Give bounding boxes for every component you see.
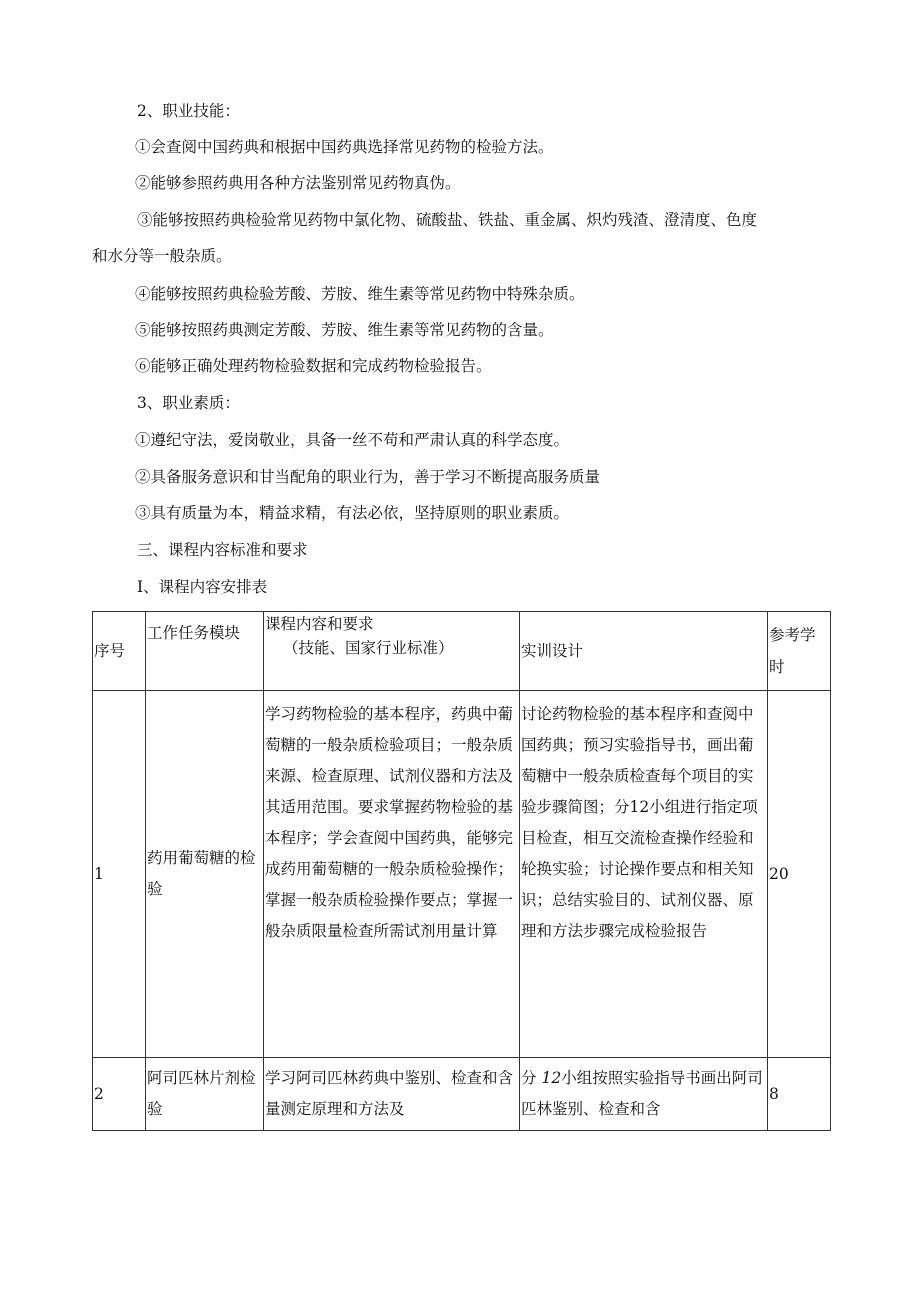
- course-content-table: [92, 611, 831, 1131]
- skill-item-1: ①会查阅中国药典和根据中国药典选择常见药物的检验方法。: [135, 138, 554, 156]
- qualities-heading: 3、职业素质：: [137, 394, 240, 412]
- skill-item-2: ②能够参照药典用各种方法鉴别常见药物真伪。: [135, 174, 461, 192]
- skill-item-3-cont: 和水分等一般杂质。: [92, 247, 232, 265]
- quality-item-2: ②具备服务意识和甘当配角的职业行为，善于学习不断提高服务质量: [135, 468, 601, 486]
- skill-item-6: ⑥能够正确处理药物检验数据和完成药物检验报告。: [135, 357, 492, 375]
- section-title: 三、课程内容标准和要求: [137, 541, 308, 559]
- header-content-line2: （技能、国家行业标准）: [283, 639, 454, 657]
- skills-heading: 2、职业技能：: [137, 102, 240, 120]
- row2-index: 2: [93, 1058, 146, 1131]
- row1-index: 1: [93, 691, 146, 1058]
- skill-item-4: ④能够按照药典检验芳酸、芳胺、维生素等常见药物中特殊杂质。: [135, 285, 585, 303]
- row2-training-prefix: 分: [521, 1069, 537, 1087]
- table-row: [93, 691, 831, 1058]
- skill-item-3: ③能够按照药典检验常见药物中氯化物、硫酸盐、铁盐、重金属、炽灼残渣、澄清度、色度: [137, 211, 758, 229]
- row2-content: 学习阿司匹林药典中鉴别、检查和含量测定原理和方法及: [264, 1058, 520, 1131]
- subsection-title: I、课程内容安排表: [137, 578, 268, 596]
- row1-content: 学习药物检验的基本程序，药典中葡萄糖的一般杂质检验项目；一般杂质来源、检查原理、试剂仪器和方法及其适用范围。要求掌握药物检验的基本程序；学会查阅中国药典，能够完成药用葡萄糖的一般杂质检验操作；掌握一般杂质检验操作要点；掌握一般杂质限量检查所需试剂用量计算: [264, 691, 520, 1058]
- quality-item-3: ③具有质量为本，精益求精，有法必依，坚持原则的职业素质。: [135, 504, 570, 522]
- header-content-line1: 课程内容和要求: [265, 615, 374, 633]
- row1-hours: 20: [768, 691, 831, 1058]
- row1-training: 讨论药物检验的基本程序和查阅中国药典；预习实验指导书，画出葡萄糖中一般杂质检查每个项目的实验步骤简图；分12小组进行指定项目检查，相互交流检查操作经验和轮换实验；讨论操作要点和相关知识；总结实验目的、试剂仪器、原理和方法步骤完成检验报告: [520, 691, 768, 1058]
- header-index: 序号: [93, 612, 146, 691]
- row2-training-suffix: 小组按照实验指导书画出阿司匹林鉴别、检查和含: [521, 1069, 763, 1118]
- row1-module: 药用葡萄糖的检验: [146, 691, 264, 1058]
- row2-training: [520, 1058, 768, 1131]
- row2-module: 阿司匹林片剂检验: [146, 1058, 264, 1131]
- row2-training-num: 12: [541, 1069, 562, 1087]
- quality-item-1: ①遵纪守法，爱岗敬业，具备一丝不苟和严肃认真的科学态度。: [135, 431, 570, 449]
- header-module: 工作任务模块: [146, 612, 264, 691]
- table-row: [93, 1058, 831, 1131]
- header-content: [264, 612, 520, 691]
- header-hours: 参考学时: [768, 612, 831, 691]
- row2-hours: 8: [768, 1058, 831, 1131]
- table-header-row: [93, 612, 831, 691]
- skill-item-5: ⑤能够按照药典测定芳酸、芳胺、维生素等常见药物的含量。: [135, 321, 554, 339]
- header-training: 实训设计: [520, 612, 768, 691]
